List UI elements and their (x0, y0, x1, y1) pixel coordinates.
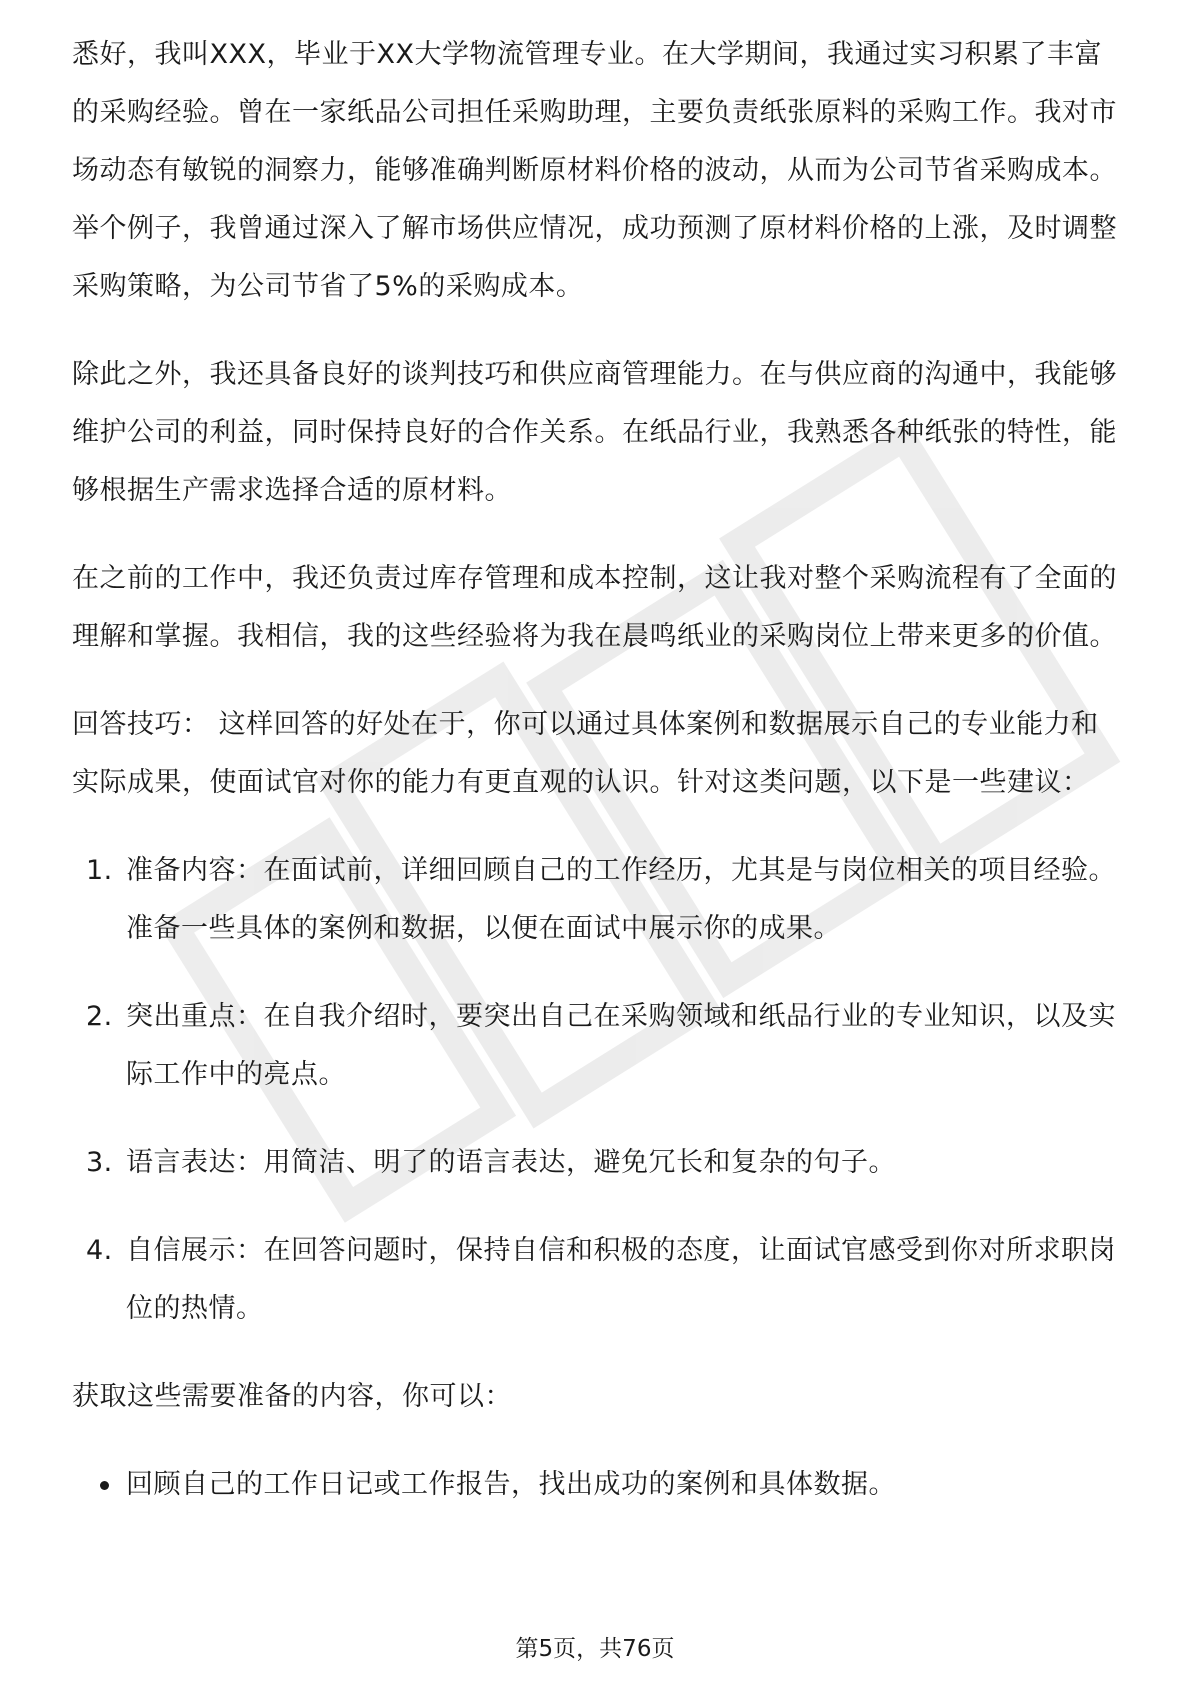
skills-paragraph: 除此之外，我还具备良好的谈判技巧和供应商管理能力。在与供应商的沟通中，我能够维护公司的利益，同时保持良好的合作关系。在纸品行业，我熟悉各种纸张的特性，能够根据生产需求选择合适的原材料。 (72, 359, 1117, 506)
list-item-number: 4. (86, 1235, 113, 1266)
document-body (72, 30, 1124, 1514)
page-number: 第5页，共76页 (515, 1636, 675, 1662)
list-item-text: 回顾自己的工作日记或工作报告，找出成功的案例和具体数据。 (126, 1469, 896, 1500)
list-item-text: 语言表达：用简洁、明了的语言表达，避免冗长和复杂的句子。 (126, 1147, 896, 1178)
list-item (72, 1456, 1124, 1514)
list-item (72, 842, 1124, 958)
list-item-number: 1. (86, 855, 113, 886)
bullet-list (72, 1456, 1124, 1514)
answer-tips-paragraph: 回答技巧： 这样回答的好处在于，你可以通过具体案例和数据展示自己的专业能力和实际成果，使面试官对你的能力有更直观的认识。针对这类问题，以下是一些建议： (72, 709, 1099, 798)
list-item (72, 988, 1124, 1104)
list-item-text: 突出重点：在自我介绍时，要突出自己在采购领域和纸品行业的专业知识，以及实际工作中的亮点。 (126, 1001, 1116, 1090)
intro-paragraph: 悉好，我叫XXX，毕业于XX大学物流管理专业。在大学期间，我通过实习积累了丰富的采购经验。曾在一家纸品公司担任采购助理，主要负责纸张原料的采购工作。我对市场动态有敏锐的洞察力，能够准确判断原材料价格的波动，从而为公司节省采购成本。举个例子，我曾通过深入了解市场供应情况，成功预测了原材料价格的上涨，及时调整采购策略，为公司节省了5%的采购成本。 (72, 39, 1117, 302)
list-item-number: 3. (86, 1147, 113, 1178)
list-item-text: 准备内容：在面试前，详细回顾自己的工作经历，尤其是与岗位相关的项目经验。准备一些具体的案例和数据，以便在面试中展示你的成果。 (126, 855, 1116, 944)
list-item (72, 1222, 1124, 1338)
bullet-dot-icon (100, 1481, 109, 1490)
list-item (72, 1134, 1124, 1192)
list-item-number: 2. (86, 1001, 113, 1032)
list-item-text: 自信展示：在回答问题时，保持自信和积极的态度，让面试官感受到你对所求职岗位的热情。 (126, 1235, 1116, 1324)
experience-paragraph: 在之前的工作中，我还负责过库存管理和成本控制，这让我对整个采购流程有了全面的理解和掌握。我相信，我的这些经验将为我在晨鸣纸业的采购岗位上带来更多的价值。 (72, 563, 1117, 652)
tips-list (72, 842, 1124, 1338)
preparation-paragraph: 获取这些需要准备的内容，你可以： (72, 1381, 512, 1412)
